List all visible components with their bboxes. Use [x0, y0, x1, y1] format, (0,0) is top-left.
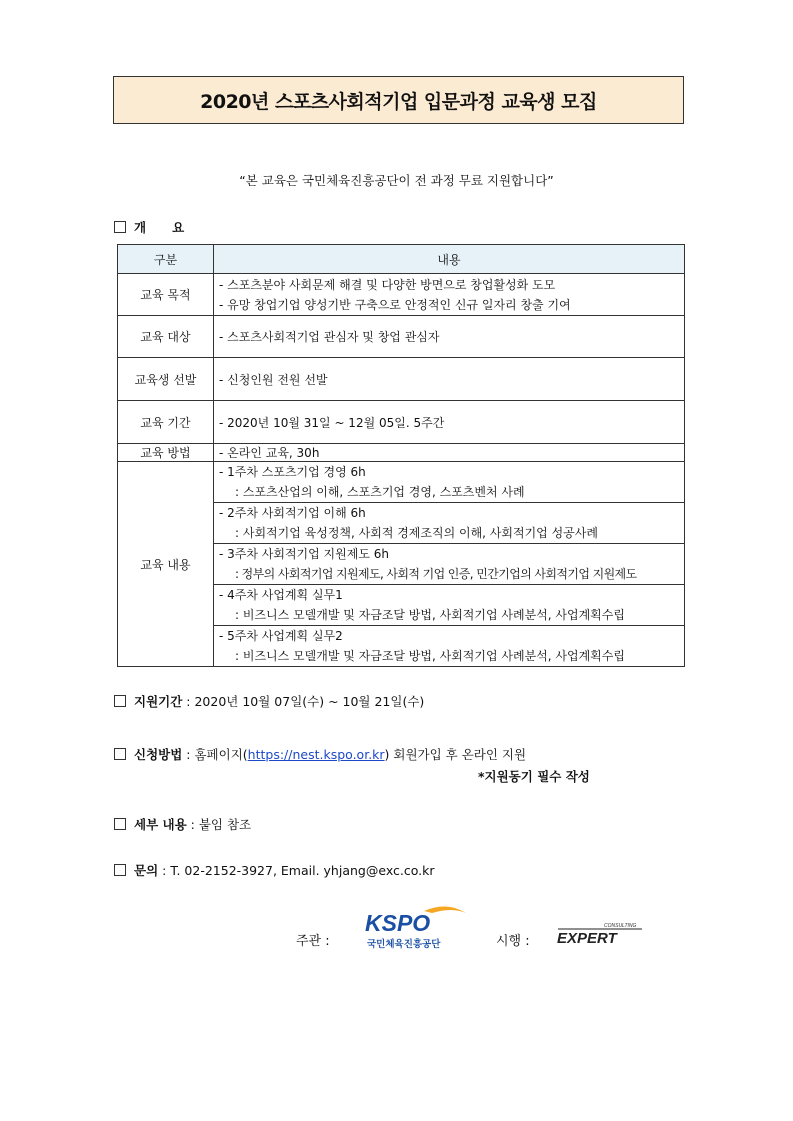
- purpose-line-1: - 스포츠분야 사회문제 해결 및 다양한 방면으로 창업활성화 도모: [219, 277, 556, 292]
- method-text: - 온라인 교육, 30h: [214, 444, 685, 462]
- week-2: [214, 502, 684, 543]
- apply-period: 지원기간 : 2020년 10월 07일(수) ~ 10월 21일(수): [114, 692, 424, 710]
- kspo-swoosh-icon: [424, 906, 466, 913]
- host-label: 주관 :: [296, 934, 330, 949]
- header-category: 구분: [118, 245, 214, 274]
- week-4-detail: : 비즈니스 모델개발 및 자금조달 방법, 사회적기업 사례분석, 사업계획수립: [235, 608, 625, 622]
- overview-table: [117, 244, 685, 667]
- week-4-title: - 4주차 사업계획 실무1: [219, 588, 343, 602]
- header-content: 내용: [214, 245, 685, 274]
- page-title: 2020년 스포츠사회적기업 입문과정 교육생 모집: [200, 90, 597, 113]
- subtitle: “본 교육은 국민체육진흥공단이 전 과정 무료 지원합니다”: [239, 173, 554, 188]
- week-1-title: - 1주차 스포츠기업 경영 6h: [219, 465, 366, 479]
- week-3: [214, 543, 684, 584]
- expert-logo: [556, 920, 646, 948]
- checkbox-icon: [114, 864, 126, 876]
- week-4: [214, 584, 684, 625]
- kspo-logo: [362, 903, 472, 953]
- week-5-detail: : 비즈니스 모델개발 및 자금조달 방법, 사회적기업 사례분석, 사업계획수립: [235, 649, 625, 663]
- kspo-name: 국민체육진흥공단: [367, 939, 441, 950]
- apply-method: 신청방법 : 홈페이지(https://nest.kspo.or.kr) 회원가입 후 온라인 지원: [114, 745, 526, 763]
- overview-heading: 개 요: [114, 218, 184, 236]
- checkbox-icon: [114, 221, 126, 233]
- table-header-row: [118, 245, 685, 274]
- expert-top-text: CONSULTING: [604, 923, 637, 929]
- week-2-title: - 2주차 사회적기업 이해 6h: [219, 506, 366, 520]
- label-period: 교육 기간: [118, 401, 214, 444]
- target-text: - 스포츠사회적기업 관심자 및 창업 관심자: [214, 316, 685, 358]
- checkbox-icon: [114, 748, 126, 760]
- week-3-title: - 3주차 사회적기업 지원제도 6h: [219, 547, 389, 561]
- organizer-label: 시행 :: [496, 934, 530, 949]
- details: 세부 내용 : 붙임 참조: [114, 815, 251, 833]
- row-period: [118, 401, 685, 444]
- week-5: [214, 625, 684, 666]
- week-5-title: - 5주차 사업계획 실무2: [219, 629, 343, 643]
- kspo-logo-text: KSPO: [365, 910, 431, 936]
- label-selection: 교육생 선발: [118, 358, 214, 401]
- label-purpose: 교육 목적: [118, 274, 214, 316]
- row-selection: [118, 358, 685, 401]
- label-method: 교육 방법: [118, 444, 214, 462]
- week-1: [214, 462, 684, 502]
- period-text: - 2020년 10월 31일 ~ 12월 05일. 5주간: [214, 401, 685, 444]
- checkbox-icon: [114, 695, 126, 707]
- row-method: [118, 444, 685, 462]
- label-content: 교육 내용: [118, 462, 214, 667]
- contact: 문의 : T. 02-2152-3927, Email. yhjang@exc.co.kr: [114, 861, 435, 879]
- row-purpose: [118, 274, 685, 316]
- apply-note: *지원동기 필수 작성: [478, 769, 590, 784]
- checkbox-icon: [114, 818, 126, 830]
- week-3-detail: : 정부의 사회적기업 지원제도, 사회적 기업 인증, 민간기업의 사회적기업 지원제도: [235, 567, 637, 581]
- week-1-detail: : 스포츠산업의 이해, 스포츠기업 경영, 스포츠벤처 사례: [235, 485, 525, 499]
- row-target: [118, 316, 685, 358]
- expert-logo-text: EXPERT: [557, 930, 617, 947]
- selection-text: - 신청인원 전원 선발: [214, 358, 685, 401]
- label-target: 교육 대상: [118, 316, 214, 358]
- homepage-link[interactable]: https://nest.kspo.or.kr: [247, 747, 385, 762]
- purpose-line-2: - 유망 창업기업 양성기반 구축으로 안정적인 신규 일자리 창출 기여: [219, 297, 571, 312]
- page-title-box: [113, 76, 684, 124]
- week-2-detail: : 사회적기업 육성정책, 사회적 경제조직의 이해, 사회적기업 성공사례: [235, 526, 598, 540]
- row-content: [118, 462, 685, 667]
